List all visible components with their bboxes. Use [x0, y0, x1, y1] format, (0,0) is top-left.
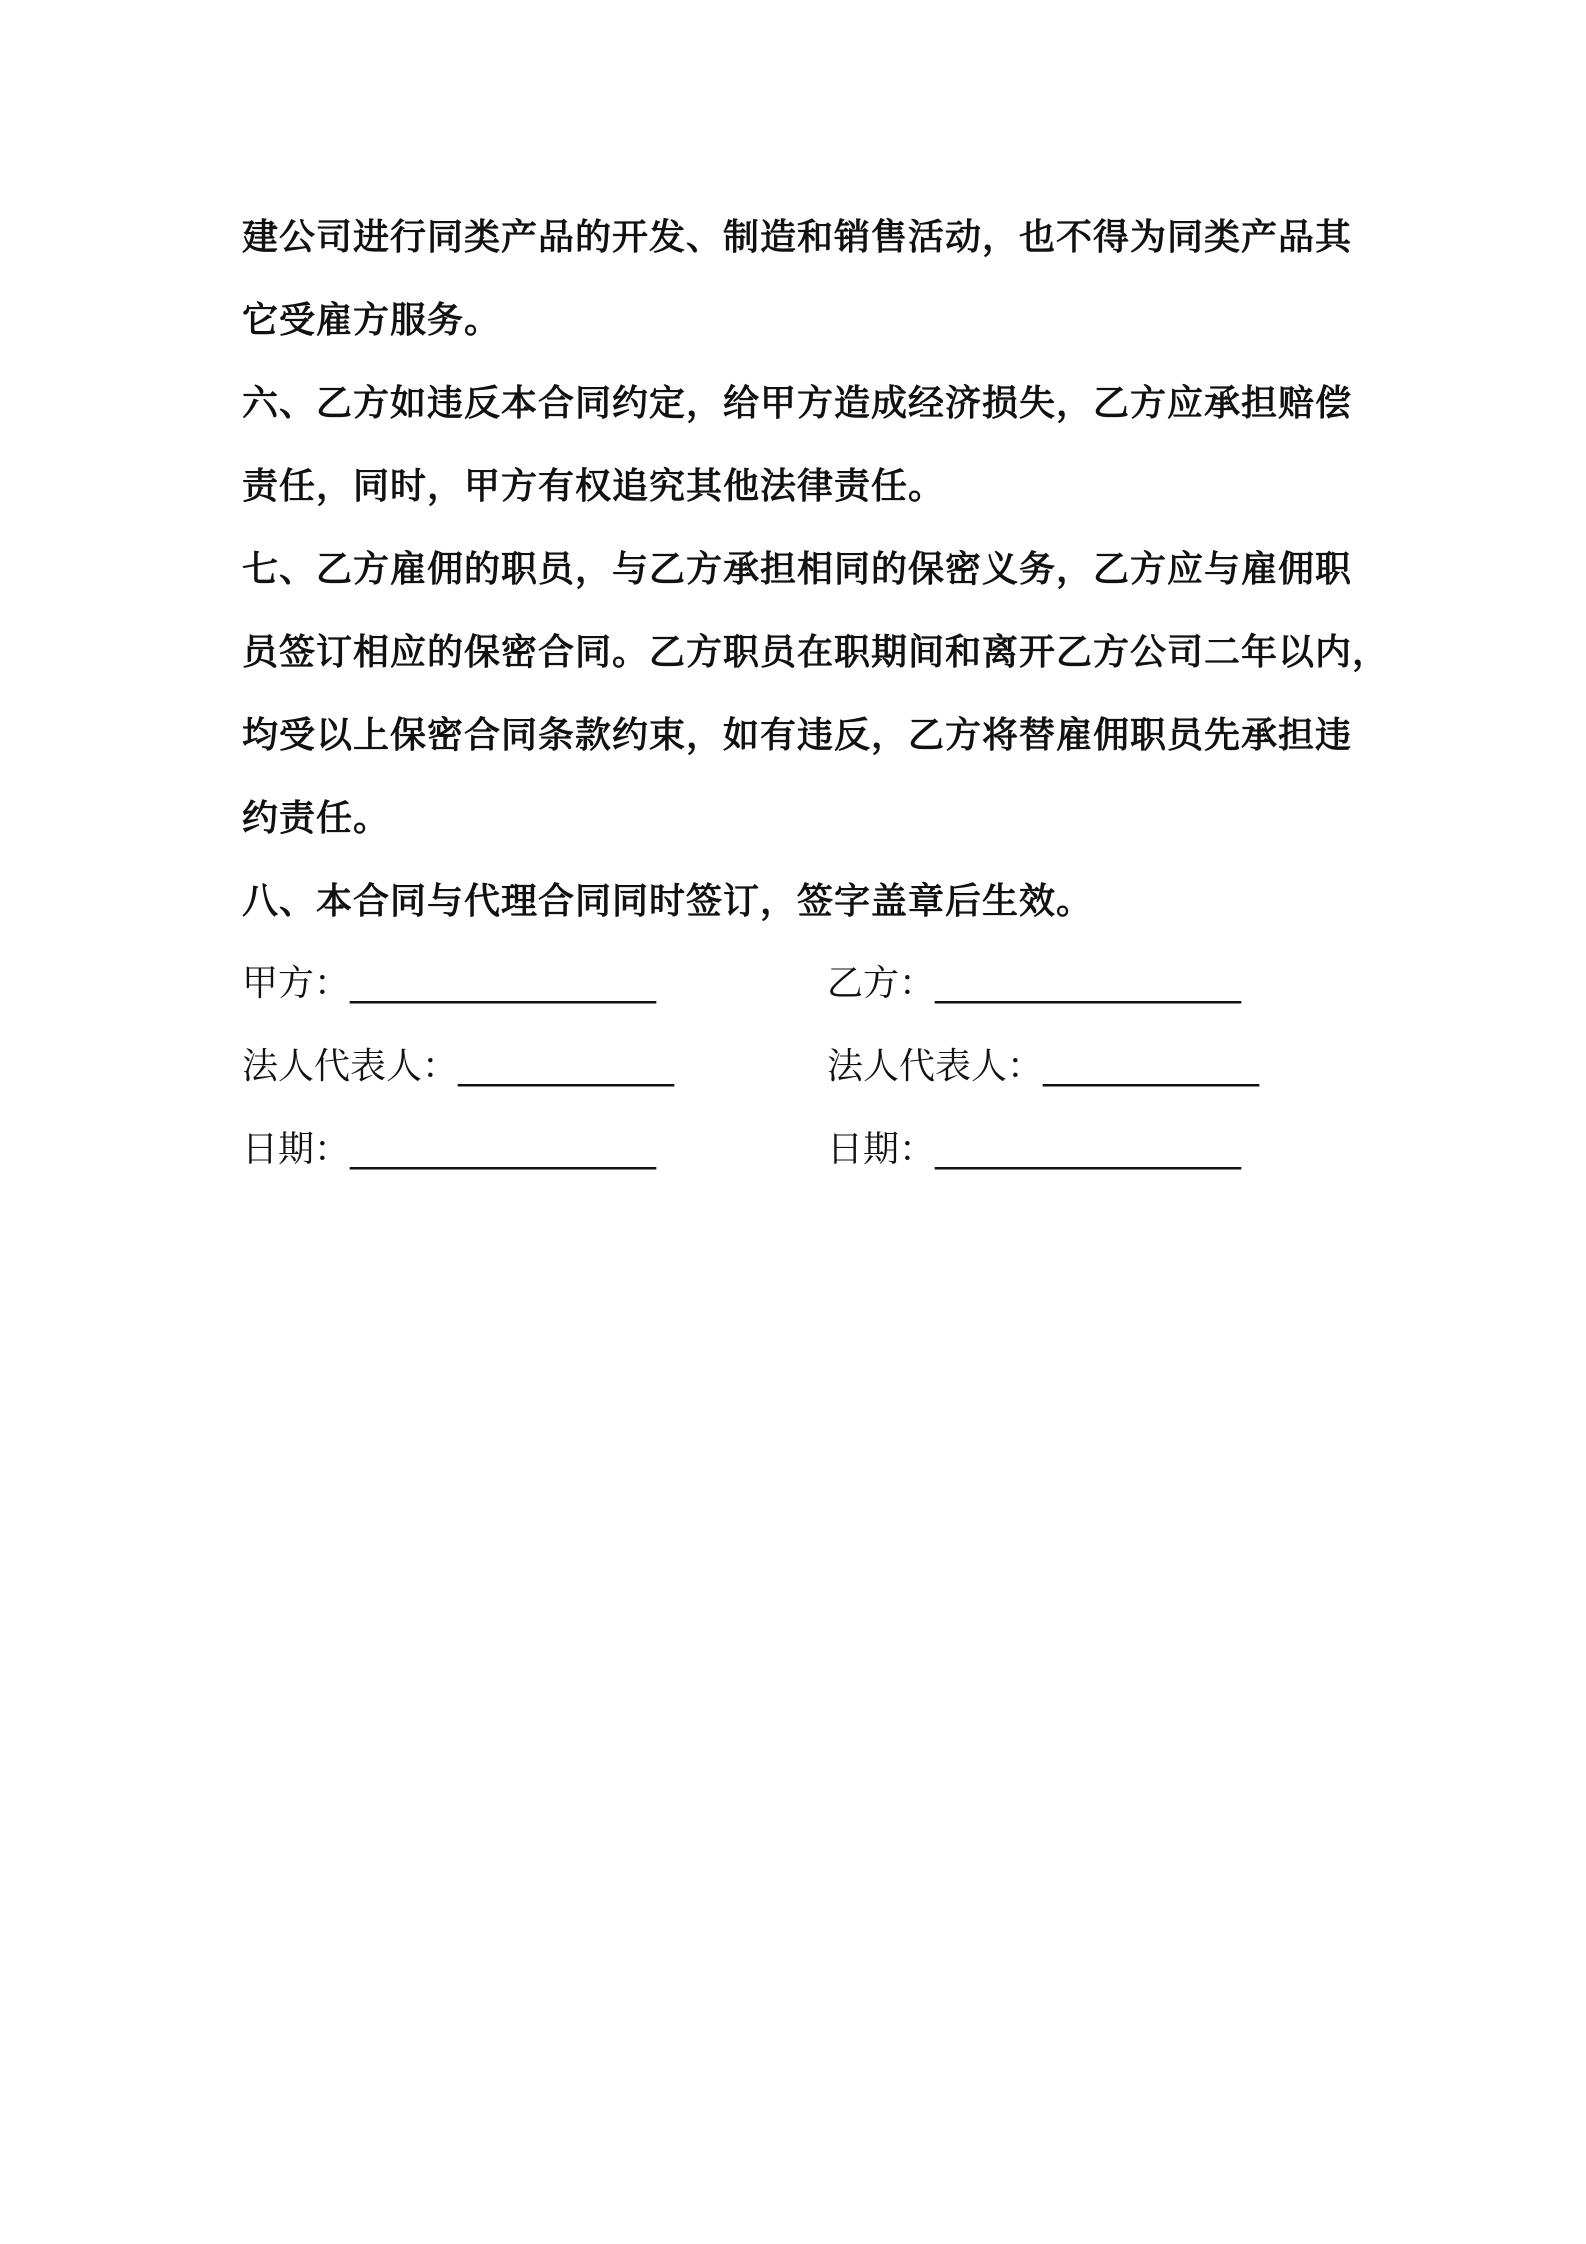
clause-seven-line: 约责任。: [242, 798, 391, 839]
clause-seven-line: 均受以上保密合同条款约束，如有违反，乙方将替雇佣职员先承担违: [242, 715, 1353, 756]
party-a-date-field: 日期：_________________: [242, 1129, 657, 1170]
paragraph-line: 建公司进行同类产品的开发、制造和销售活动，也不得为同类产品其: [242, 217, 1353, 258]
signature-block: [242, 942, 1382, 1191]
paragraph-line: 它受雇方服务。: [242, 300, 502, 341]
clause-eight-line: 八、本合同与代理合同同时签订，签字盖章后生效。: [242, 881, 1094, 922]
party-a-field: 甲方：_________________: [242, 963, 657, 1004]
clause-seven-line: 员签订相应的保密合同。乙方职员在职期间和离开乙方公司二年以内，: [242, 632, 1390, 673]
party-b-field: 乙方：_________________: [827, 963, 1242, 1004]
clause-seven-line: 七、乙方雇佣的职员，与乙方承担相同的保密义务，乙方应与雇佣职: [242, 549, 1353, 590]
clause-six-line: 责任，同时，甲方有权追究其他法律责任。: [242, 466, 946, 507]
party-a-representative-field: 法人代表人：____________: [242, 1046, 675, 1087]
party-row: [242, 942, 1382, 1025]
date-row: [242, 1108, 1382, 1191]
party-b-representative-field: 法人代表人：____________: [827, 1046, 1260, 1087]
contract-body: [242, 196, 1390, 943]
party-b-date-field: 日期：_________________: [827, 1129, 1242, 1170]
representative-row: [242, 1025, 1382, 1108]
clause-six-line: 六、乙方如违反本合同约定，给甲方造成经济损失，乙方应承担赔偿: [242, 383, 1353, 424]
